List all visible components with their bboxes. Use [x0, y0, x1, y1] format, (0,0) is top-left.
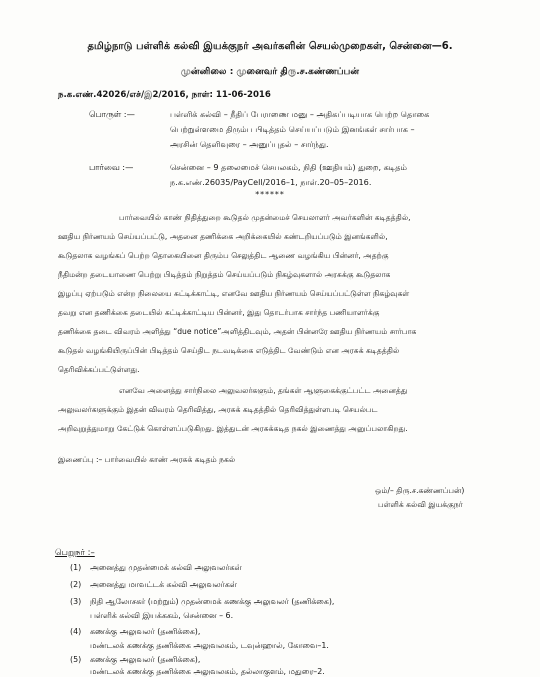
copy-to-label: பெறுநர் :– — [55, 548, 95, 558]
para1-line-2: ஊதிய நிர்ணயம் செய்யப்பட்டு, அதனை தணிக்கை அறிக்கையில் கண்டறியப்படும் இனங்களில், — [58, 232, 388, 241]
para1-line-9: தெரிவிக்கப்பட்டுள்ளது. — [58, 365, 140, 374]
para1-line-7: தணிக்கை தடை விவரம் அளித்து “due notice”அளித்திடவும், அதன் பின்னரே ஊதிய நிர்ணயம் சார்பாக — [58, 327, 417, 336]
copy-item-line: நிதி ஆலோசகர் (மற்றும்) முதன்மைக் கணக்கு அலுவலர் (தணிக்கை), — [90, 597, 335, 606]
reference-line-2: ந.க.எண்.26035/PayCell/2016–1, நாள்.20–05–2016. — [170, 177, 372, 187]
para2-line-2: அலுவலர்களுக்கும் இதன் விவரம் தெரிவித்து, அரசுக் கடிதத்தில் தெரிவித்துள்ளபடி செயல்பட — [58, 405, 378, 414]
para1-line-5: இழப்பு ஏற்படும் என்ற நிலையை சுட்டிக்காட்டி, எனவே ஊதிய நிர்ணயம் செய்யப்பட்டுள்ள நிகழ்வுகள் — [58, 289, 410, 298]
presence-line: முன்னிலை : முனைவர் திரு.ச.கண்ணப்பன் — [180, 66, 360, 77]
para1-line-4: நீதிமன்ற தடையாணை பெற்று பிடித்தம் நிறுத்தம் செய்யப்படும் நிகழ்வுகளால் அரசுக்கு கூடுதலாக — [58, 270, 391, 279]
copy-item-line: மண்டலக் கணக்கு தணிக்கை அலுவலகம், டவுன்ஹால், கோவை–1. — [90, 641, 329, 650]
enclosure-line: இணைப்பு :– பார்வையில் காண் அரசுக் கடிதம் நகல் — [58, 455, 236, 464]
para1-line-6: தவறு என தணிக்கை தடையில் சுட்டிக்காட்டிய பின்னர், இது தொடர்பாக சார்ந்த பணியாளர்க்கு — [58, 308, 380, 317]
signature-line-2: பள்ளிக் கல்வி இயக்குநர் — [378, 500, 463, 509]
para1-line-3: கூடுதலாக வழங்கப் பெற்ற தொகையினை திரும்ப செலுத்திட ஆணை வழங்கிய பின்னர், அதற்கு — [58, 251, 389, 260]
para2-line-1: எனவே அனைத்து சார்நிலை அலுவலர்களும், தங்கள் ஆளுகைக்குட்பட்ட அனைத்து — [119, 386, 408, 395]
subject-label: பொருள் :— — [89, 109, 135, 119]
copy-item-number: (5) — [70, 655, 82, 664]
subject-line-2: பெற்றுள்ளமை திரும்ப பிடித்தம் செய்யப்படும் இனங்கள் சார்பாக – — [170, 124, 415, 134]
reference-number: ந.க.எண்.42026/எச்/இ2/2016, நாள்: 11-06-2016 — [58, 90, 271, 100]
para1-line-8: கூடுதல் வழங்கியிருப்பின் பிடித்தம் செய்திட நடவடிக்கை எடுத்திட வேண்டும் என அரசுக் கடிதத்தில் — [58, 346, 400, 355]
reference-label: பார்வை :— — [89, 162, 134, 172]
copy-item-line: அனைத்து முதன்மைக் கல்வி அலுவலர்கள் — [90, 563, 242, 572]
para2-line-3: அறிவுறுத்துமாறு கேட்டுக் கொள்ளப்படுகிறது. இத்துடன் அரசுக்கடித நகல் இணைத்து அனுப்பலாகிறது. — [58, 424, 408, 433]
signature-line-1: ஒம்/– திரு.ச.கண்ணப்பன்) — [375, 486, 465, 495]
reference-line-1: சென்னை – 9 தலைமைச் செயலகம், நிதி (ஊதியம்) துறை, கடிதம் — [170, 162, 408, 172]
subject-line-3: அரசின் தெளிவுரை – அனுப்புதல் – சார்ந்து. — [170, 139, 329, 149]
copy-item-line: பள்ளிக் கல்வி இயக்ககம், சென்னை – 6. — [90, 611, 234, 620]
copy-item-number: (3) — [70, 597, 82, 606]
copy-item-number: (2) — [70, 580, 82, 589]
copy-item-line: கணக்கு அலுவலர் (தணிக்கை), — [90, 627, 201, 636]
subject-line-1: பள்ளிக் கல்வி – நீதிப் பேராணை மனு – அதிகப்படியாக பெற்ற தொகை — [170, 109, 430, 119]
copy-item-line: அனைத்து மாவட்டக் கல்வி அலுவலர்கள் — [90, 580, 237, 589]
copy-item-line: கணக்கு அலுவலர் (தணிக்கை), — [90, 655, 201, 664]
letterhead-title: தமிழ்நாடு பள்ளிக் கல்வி இயக்குநர் அவர்களின் செயல்முறைகள், சென்னை—6. — [87, 41, 453, 52]
separator-stars: ****** — [255, 190, 285, 199]
para1-line-1: பார்வையில் காண் நிதித்துறை கூடுதல் முதன்மைச் செயலாளர் அவர்களின் கடிதத்தில், — [119, 213, 411, 222]
copy-item-number: (4) — [70, 627, 82, 636]
copy-item-line: மண்டலக் கணக்கு தணிக்கை அலுவலகம், தல்லாகுளம், மதுரை–2. — [90, 667, 325, 676]
copy-item-number: (1) — [70, 563, 82, 572]
